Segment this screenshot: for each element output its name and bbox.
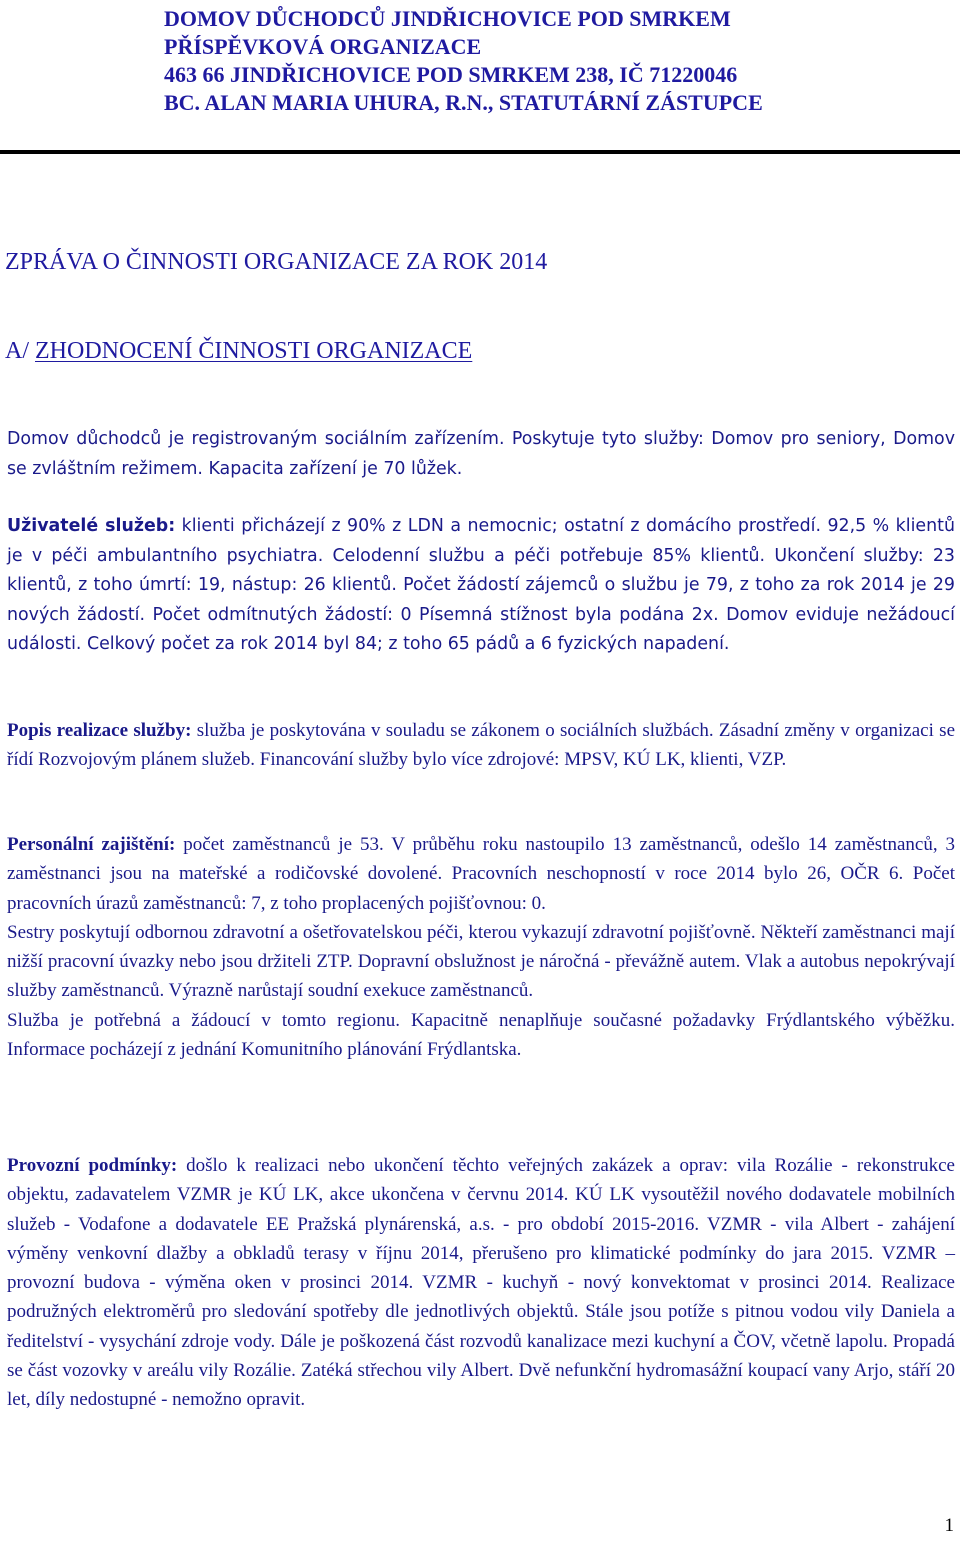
header-address: 463 66 JINDŘICHOVICE POD SMRKEM 238, IČ 71220046 xyxy=(164,62,738,87)
intro-paragraph xyxy=(7,425,955,484)
document-title: ZPRÁVA O ČINNOSTI ORGANIZACE ZA ROK 2014 xyxy=(5,249,548,275)
users-label: Uživatelé služeb: xyxy=(7,516,176,536)
section-a-prefix: A/ xyxy=(5,338,29,364)
provozni-label: Provozní podmínky: xyxy=(7,1155,178,1176)
header-divider xyxy=(0,150,960,154)
popis-text: služba je poskytována v souladu se zákonem o sociálních službách. Zásadní změny v organizaci se řídí Rozvojovým plánem služeb. Financování služby bylo více zdrojové: MPSV, KÚ LK, klienti, VZP. xyxy=(7,720,955,771)
provozni-paragraph xyxy=(7,1151,955,1415)
header-representative: BC. ALAN MARIA UHURA, R.N., STATUTÁRNÍ ZÁSTUPCE xyxy=(164,90,763,115)
header-org-type: PŘÍSPĚVKOVÁ ORGANIZACE xyxy=(164,34,482,59)
personal-paragraph xyxy=(7,830,955,1064)
header-org-name: DOMOV DŮCHODCŮ JINDŘICHOVICE POD SMRKEM xyxy=(164,6,731,31)
popis-label: Popis realizace služby: xyxy=(7,720,192,741)
provozni-text: došlo k realizaci nebo ukončení těchto veřejných zakázek a oprav: vila Rozálie - rekonstrukce objektu, zadavatelem VZMR je KÚ LK, akce ukončena v červnu 2014. KÚ LK vysoutěžil nového dodavatele mobilních služeb - Vodafone a dodavatele EE Pražská plynárenská, a.s. - pro období 2015-2016. VZMR - vila Albert - zahájení výměny venkovní dlažby a obkladů terasy v říjnu 2014, přerušeno pro klimatické podmínky do jara 2015. VZMR – provozní budova - výměna oken v prosinci 2014. VZMR - kuchyň - nový konvektomat v prosinci 2014. Realizace podružných elektroměrů pro sledování spotřeby dle jednotlivých objektů. Stále jsou potíže s pitnou vodou vily Daniela a ředitelství - vysychání zdroje vody. Dále je poškozená část rozvodů kanalizace mezi kuchyní a ČOV, včetně lapolu. Propadá se část vozovky v areálu vily Rozálie. Zatéká střechou vily Albert. Dvě nefunkční hydromasážní koupací vany Arjo, stáří 20 let, díly nedostupné - nemožno opravit. xyxy=(7,1155,955,1411)
popis-paragraph xyxy=(7,716,955,775)
intro-text: Domov důchodců je registrovaným sociálním zařízením. Poskytuje tyto služby: Domov pro seniory, Domov se zvláštním režimem. Kapacita zařízení je 70 lůžek. xyxy=(7,429,955,479)
page-number: 1 xyxy=(944,1515,954,1536)
personal-label: Personální zajištění: xyxy=(7,834,176,855)
section-a-heading xyxy=(5,338,472,365)
personal-text: počet zaměstnanců je 53. V průběhu roku nastoupilo 13 zaměstnanců, odešlo 14 zaměstnanců, 3 zaměstnanci jsou na mateřské a rodičovské dovolené. Pracovních neschopností v roce 2014 bylo 26, OČR 6. Počet pracovních úrazů zaměstnanců: 7, z toho proplacených pojišťovnou: 0. xyxy=(7,834,955,914)
personal-region-text: Služba je potřebná a žádoucí v tomto regionu. Kapacitně nenaplňuje současné požadavky Frýdlantského výběžku. Informace pocházejí z jednání Komunitního plánování Frýdlantska. xyxy=(7,1009,955,1061)
section-a-title: ZHODNOCENÍ ČINNOSTI ORGANIZACE xyxy=(35,338,473,364)
users-text: klienti přicházejí z 90% z LDN a nemocnic; ostatní z domácího prostředí. 92,5 % klientů je v péči ambulantního psychiatra. Celodenní službu a péči potřebuje 85% klientů. Ukončení služby: 23 klientů, z toho úmrtí: 19, nástup: 26 klientů. Počet žádostí zájemců o službu je 79, z toho za rok 2014 je 29 nových žádostí. Počet odmítnutých žádostí: 0 Písemná stížnost byla podána 2x. Domov eviduje nežádoucí události. Celkový počet za rok 2014 byl 84; z toho 65 pádů a 6 fyzických napadení. xyxy=(7,516,955,655)
personal-staff-text: Sestry poskytují odbornou zdravotní a ošetřovatelskou péči, kterou vykazují zdravotní pojišťovně. Někteří zaměstnanci mají nižší pracovní úvazky nebo jsou držiteli ZTP. Dopravní obslužnost je náročná - převážně autem. Vlak a autobus nepokrývají služby zaměstnanců. Výrazně narůstají soudní exekuce zaměstnanců. xyxy=(7,921,955,1002)
users-paragraph xyxy=(7,512,955,660)
